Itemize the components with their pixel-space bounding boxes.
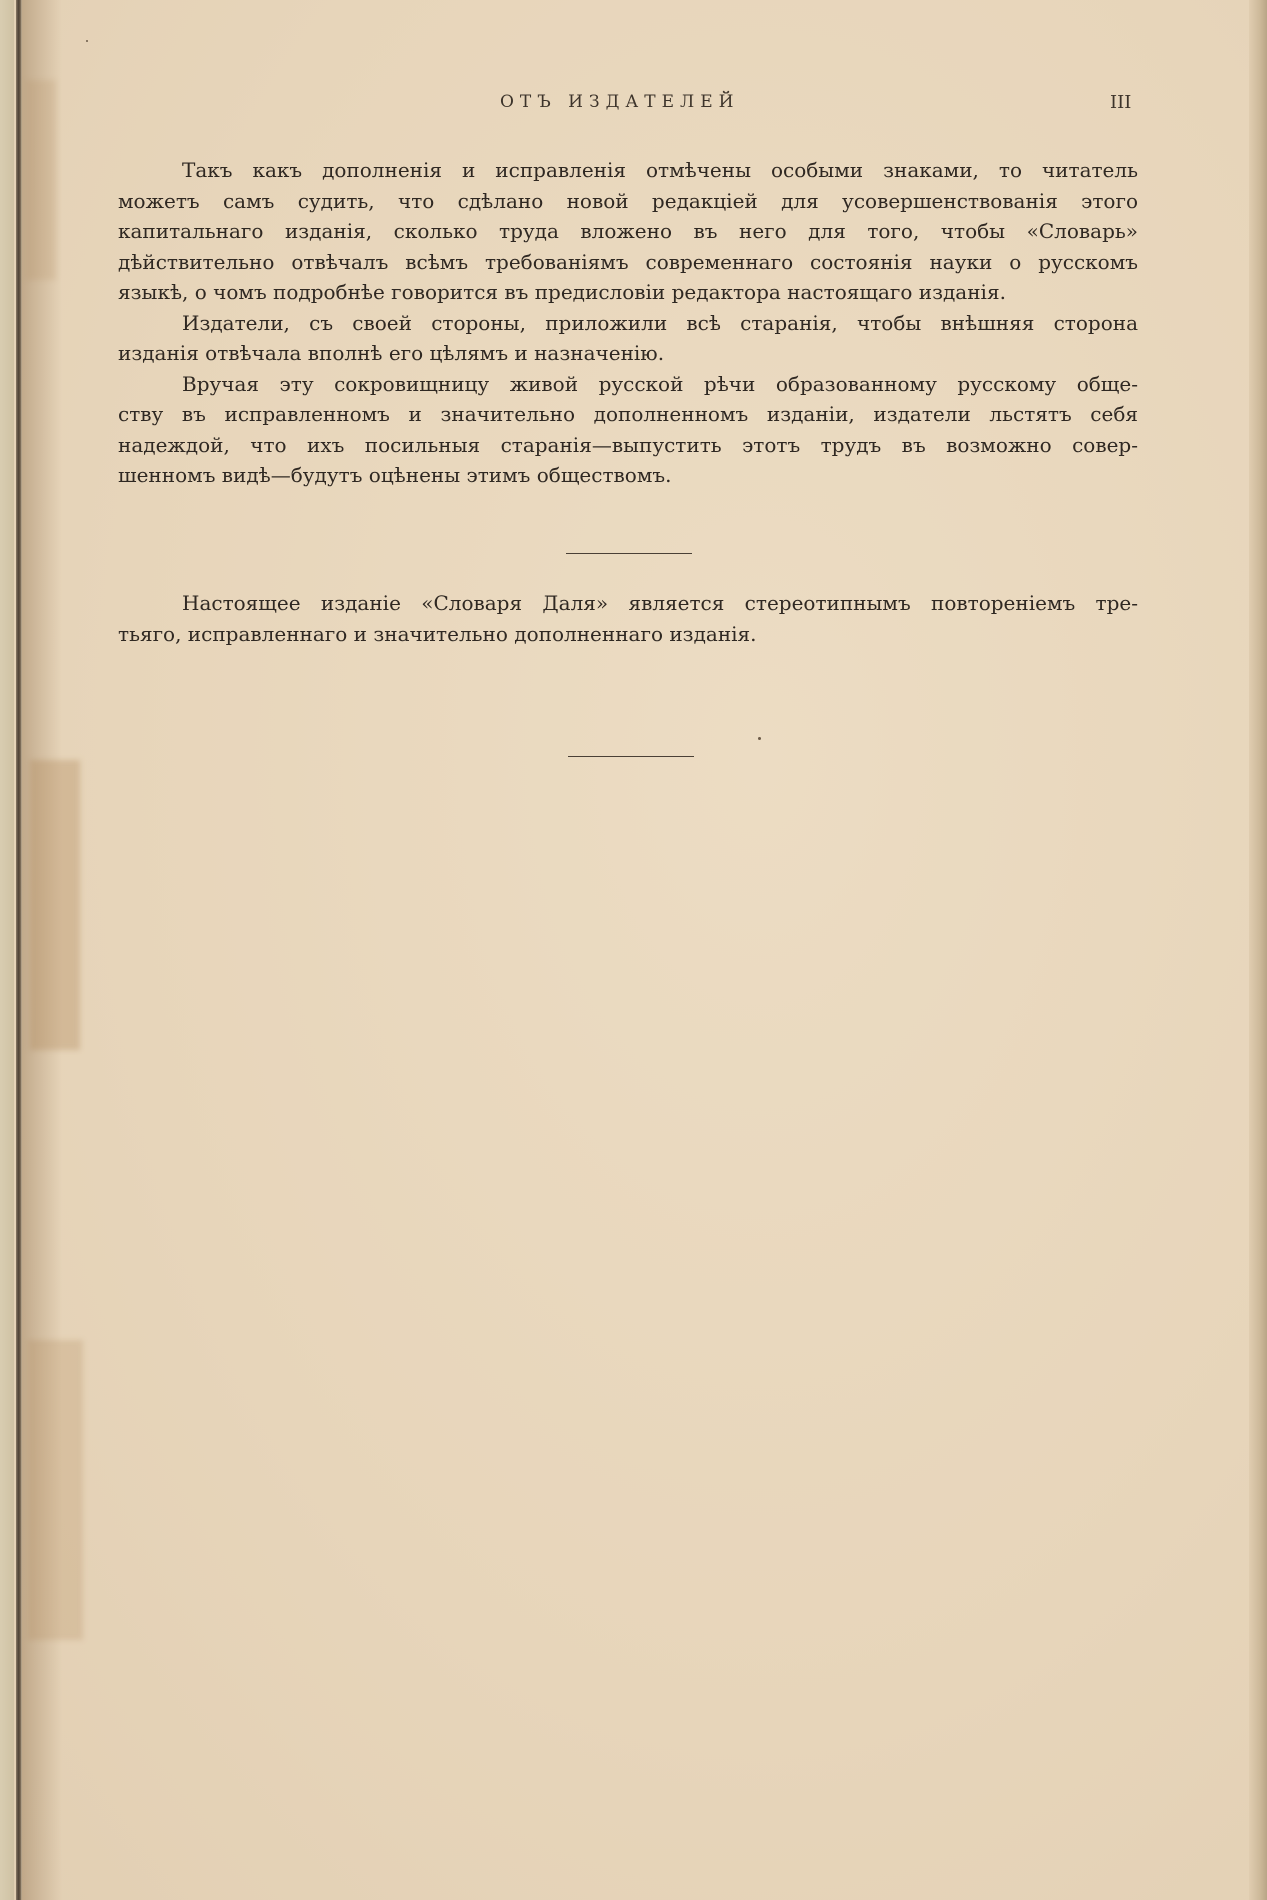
text-line: Такъ какъ дополненія и исправленія отмѣчены особыми знаками, то читатель xyxy=(182,158,1138,182)
text-line: ству въ исправленномъ и значительно дополненномъ изданіи, издатели льстятъ себя xyxy=(118,402,1138,426)
text-line: тьяго, исправленнаго и значительно дополненнаго изданія. xyxy=(118,622,757,646)
text-line: капитальнаго изданія, сколько труда вложено въ него для того, чтобы «Словарь» xyxy=(118,219,1138,243)
paragraph-1 xyxy=(118,155,1138,308)
text-line: изданія отвѣчала вполнѣ его цѣлямъ и назначенію. xyxy=(118,341,665,365)
stain-mark xyxy=(28,1340,83,1640)
text-line: дѣйствительно отвѣчалъ всѣмъ требованіямъ современнаго состоянія науки о русскомъ xyxy=(118,249,1138,274)
end-divider xyxy=(568,756,694,757)
text-line: можетъ самъ судить, что сдѣлано новой редакціей для усовершенствованія этого xyxy=(118,188,1138,213)
binding-edge xyxy=(0,0,14,1900)
section-divider xyxy=(566,553,692,554)
stain-mark xyxy=(30,760,80,1050)
paper-speck xyxy=(758,737,761,740)
text-line: шенномъ видѣ—будутъ оцѣнены этимъ обществомъ. xyxy=(118,463,672,487)
page-number: III xyxy=(1110,92,1132,113)
paragraph-3 xyxy=(118,369,1138,491)
paragraph-2 xyxy=(118,308,1138,369)
text-line: надеждой, что ихъ посильныя старанія—выпустить этотъ трудъ въ возможно совер- xyxy=(118,432,1138,457)
text-line: языкѣ, о чомъ подробнѣе говорится въ предисловіи редактора настоящаго изданія. xyxy=(118,280,1006,304)
running-head-title: ОТЪ ИЗДАТЕЛЕЙ xyxy=(500,92,740,112)
paper-speck xyxy=(86,40,88,42)
text-line: Издатели, съ своей стороны, приложили всѣ старанія, чтобы внѣшняя сторона xyxy=(182,310,1138,335)
text-line: Вручая эту сокровищницу живой русской рѣчи образованному русскому обще- xyxy=(182,371,1138,396)
body-text xyxy=(118,155,1138,491)
running-head xyxy=(0,92,1267,122)
text-line: Настоящее изданіе «Словаря Даля» является стереотипнымъ повтореніемъ тре- xyxy=(182,591,1138,615)
edition-note xyxy=(118,588,1138,650)
right-page-edge xyxy=(1249,0,1267,1900)
